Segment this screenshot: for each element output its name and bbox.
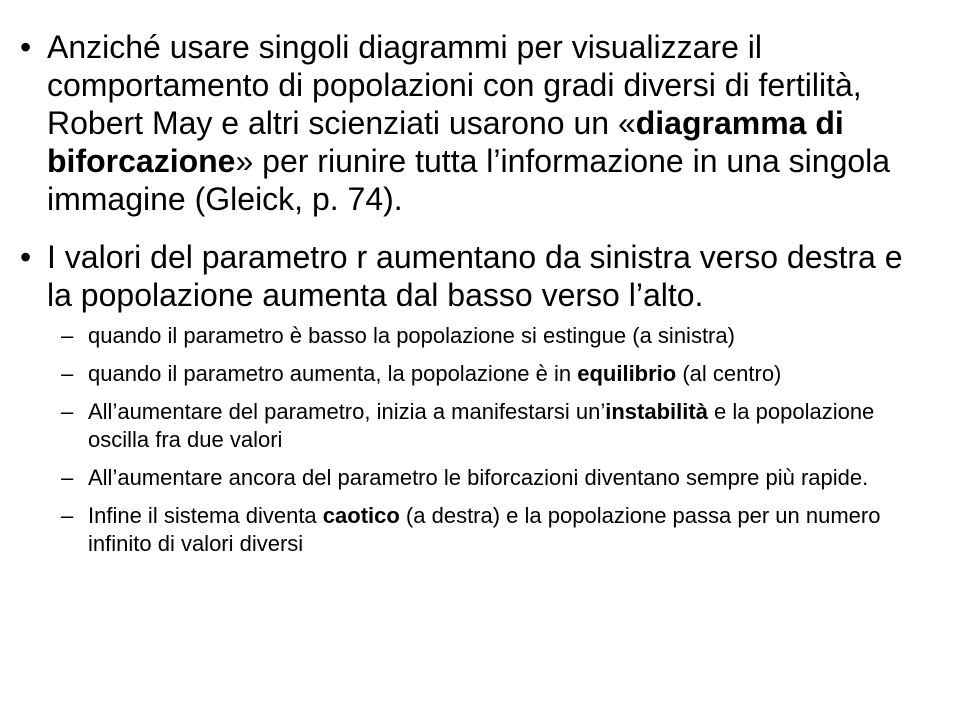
subbullet-bold-term: caotico	[322, 503, 400, 528]
subbullet-bold-term: instabilità	[605, 399, 708, 424]
subbullet-text-post: (a destra) e la popolazione passa per un numero infinito di valori diversi	[88, 503, 881, 556]
bullet-text-intro: Anziché usare singoli diagrammi per visualizzare il comportamento di popolazioni con gradi diversi di fertilità, Robert May e altri scienziati usarono un «	[47, 29, 862, 141]
bullet-bifurcation-diagram	[0, 28, 960, 218]
bullet-text: I valori del parametro r aumentano da sinistra verso destra e la popolazione aumenta dal basso verso l’alto.	[47, 239, 903, 313]
subbullet-marker: –	[61, 399, 74, 424]
subbullet-text: quando il parametro è basso la popolazione si estingue (a sinistra)	[88, 323, 735, 348]
subbullet-text-pre: All’aumentare del parametro, inizia a manifestarsi un’	[88, 399, 606, 424]
subbullet-low-parameter	[0, 322, 960, 350]
bullet-text-outro: » per riunire tutta l’informazione in una singola immagine (Gleick, p. 74).	[47, 143, 891, 217]
bullet-marker: •	[20, 29, 32, 65]
subbullet-rapid-bifurcations	[0, 464, 960, 492]
subbullet-list	[0, 322, 960, 558]
subbullet-text-pre: quando il parametro aumenta, la popolazione è in	[88, 361, 578, 386]
subbullet-text: All’aumentare ancora del parametro le biforcazioni diventano sempre più rapide.	[88, 465, 869, 490]
subbullet-marker: –	[61, 361, 74, 386]
subbullet-chaotic	[0, 502, 960, 558]
subbullet-marker: –	[61, 503, 74, 528]
subbullet-marker: –	[61, 323, 74, 348]
subbullet-instability	[0, 398, 960, 454]
subbullet-text-pre: Infine il sistema diventa	[88, 503, 323, 528]
subbullet-equilibrium	[0, 360, 960, 388]
bullet-parameter-values	[0, 238, 960, 314]
subbullet-bold-term: equilibrio	[577, 361, 677, 386]
bullet-marker: •	[20, 239, 32, 275]
subbullet-container	[0, 322, 960, 558]
bullet-text-bold-term: diagramma di biforcazione	[47, 105, 844, 179]
subbullet-marker: –	[61, 465, 74, 490]
bullet-list	[0, 28, 960, 568]
subbullet-text-post: e la popolazione oscilla fra due valori	[88, 399, 875, 452]
subbullet-text-post: (al centro)	[676, 361, 782, 386]
